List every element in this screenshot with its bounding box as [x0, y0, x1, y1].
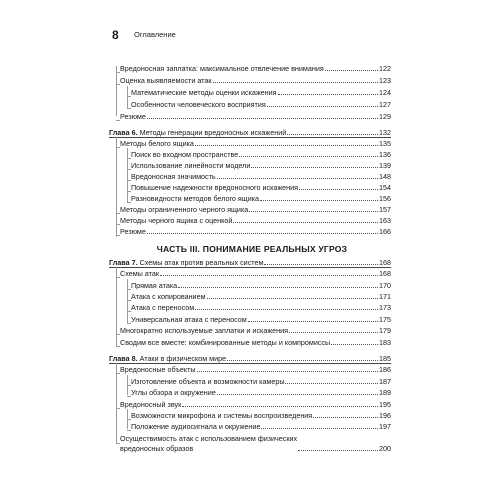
entry-title: Атака с копированием: [131, 292, 206, 301]
guide-line: [127, 108, 131, 109]
guide-line: [127, 86, 128, 108]
toc-entry: [120, 203, 391, 214]
page-ref: 136: [379, 150, 391, 159]
toc-entry: [131, 313, 391, 324]
guide-line: [127, 396, 131, 397]
toc-entry: [120, 62, 391, 73]
page-ref: 173: [379, 303, 391, 312]
entry-title: Использование линейности модели: [131, 161, 251, 170]
entry-title: Схемы атак: [120, 269, 159, 278]
leader-dots: [233, 222, 378, 223]
entry-title: Положение аудиосигнала и окружение: [131, 422, 261, 431]
leader-dots: [213, 82, 378, 83]
page-ref: 196: [379, 411, 391, 420]
guide-line: [127, 385, 131, 386]
entry-title: Повышение надежности вредоносного искажения: [131, 183, 299, 192]
toc-entry: [131, 148, 391, 159]
leader-dots: [264, 264, 378, 265]
page-ref: 183: [379, 338, 391, 347]
guide-line: [127, 148, 128, 202]
guide-line: [116, 267, 117, 347]
guide-line: [116, 120, 120, 121]
guide-line: [116, 373, 120, 374]
leader-dots: [195, 309, 378, 310]
page-ref: 197: [379, 422, 391, 431]
guide-line: [127, 202, 131, 203]
toc-entry: [131, 159, 391, 170]
guide-line: [127, 96, 131, 97]
leader-dots: [325, 70, 378, 71]
page-ref: 154: [379, 183, 391, 192]
page-ref: 148: [379, 172, 391, 181]
leader-dots: [195, 145, 378, 146]
guide-line: [127, 419, 131, 420]
entry-title: Оценка выявляемости атак: [120, 76, 212, 85]
entry-title: Вредоносная заплатка: максимальное отвлечение внимания: [120, 64, 324, 73]
entry-title: Схемы атак против реальных систем: [137, 258, 264, 267]
toc-chapter-entry: [109, 126, 391, 137]
page-ref: 175: [379, 315, 391, 324]
entry-title: Вредоносный звук: [120, 400, 182, 409]
entry-title: Сводим все вместе: комбинированные методы и компромиссы: [120, 338, 331, 347]
page-ref: 124: [379, 88, 391, 97]
toc-chapter-entry: [109, 352, 391, 363]
entry-title: Изготовление объекта и возможности камеры: [131, 377, 285, 386]
leader-dots: [299, 189, 378, 190]
chapter-rule: [109, 137, 391, 138]
guide-line: [116, 137, 117, 237]
running-title: Оглавление: [134, 30, 176, 39]
page-ref: 195: [379, 400, 391, 409]
toc-entry: [131, 86, 391, 97]
page-ref: 179: [379, 326, 391, 335]
entry-title: Поиск во входном пространстве: [131, 150, 239, 159]
toc-entry: [131, 290, 391, 301]
page-ref: 135: [379, 139, 391, 148]
guide-line: [127, 289, 131, 290]
leader-dots: [289, 332, 378, 333]
guide-line: [116, 408, 120, 409]
entry-title: Атака с переносом: [131, 303, 195, 312]
leader-dots: [249, 211, 378, 212]
toc-entry: [120, 74, 391, 85]
entry-title: Возможности микрофона и системы воспроизведения: [131, 411, 313, 420]
leader-dots: [182, 406, 378, 407]
page-ref: 187: [379, 377, 391, 386]
guide-line: [116, 443, 120, 444]
guide-line: [127, 191, 131, 192]
leader-dots: [197, 371, 378, 372]
toc-entry: [120, 336, 391, 347]
leader-dots: [331, 344, 378, 345]
guide-line: [116, 334, 120, 335]
page-ref: 186: [379, 365, 391, 374]
guide-line: [127, 300, 131, 301]
chapter-rule: [109, 363, 391, 364]
entry-title: Универсальная атака с переносом: [131, 315, 247, 324]
leader-dots: [207, 298, 378, 299]
guide-line: [127, 279, 128, 323]
guide-line: [116, 84, 120, 85]
toc-entry: [131, 170, 391, 181]
page-ref: 129: [379, 112, 391, 121]
page-ref: 163: [379, 216, 391, 225]
toc-entry: [131, 409, 391, 420]
leader-dots: [261, 428, 378, 429]
page-ref: 166: [379, 227, 391, 236]
guide-line: [127, 311, 131, 312]
guide-line: [116, 147, 120, 148]
leader-dots: [298, 450, 378, 451]
toc-entry: [120, 137, 391, 148]
entry-title: Математические методы оценки искажения: [131, 88, 277, 97]
toc-entry: [131, 98, 391, 109]
toc-entry: [120, 433, 391, 453]
chapter-label: Глава 7.: [109, 258, 138, 267]
leader-dots: [251, 167, 378, 168]
toc-chapter-entry: [109, 256, 391, 267]
leader-dots: [287, 134, 378, 135]
page-ref: 168: [379, 269, 391, 278]
guide-line: [127, 323, 131, 324]
entry-title: Резюме: [120, 112, 146, 121]
entry-title: Углы обзора и окружение: [131, 388, 216, 397]
entry-title: Атаки в физическом мире: [137, 354, 227, 363]
leader-dots: [267, 106, 378, 107]
entry-title: Особенности человеческого восприятия: [131, 100, 266, 109]
page-ref: 168: [379, 258, 391, 267]
page-ref: 157: [379, 205, 391, 214]
page-number: 8: [112, 28, 119, 42]
entry-title-continued: вредоносных образов: [120, 443, 194, 453]
leader-dots: [160, 275, 378, 276]
leader-dots: [278, 94, 378, 95]
leader-dots: [248, 321, 378, 322]
page-ref: 185: [379, 354, 391, 363]
guide-line: [116, 72, 120, 73]
page-ref: 132: [379, 128, 391, 137]
toc-entry: [120, 110, 391, 121]
entry-title: Методы ограниченного черного ящика: [120, 205, 249, 214]
guide-line: [116, 363, 117, 443]
toc-entry: [120, 225, 391, 236]
leader-dots: [217, 178, 378, 179]
toc-entry: [131, 192, 391, 203]
page-ref: 200: [379, 444, 391, 453]
guide-line: [116, 213, 120, 214]
guide-line: [127, 430, 131, 431]
guide-line: [116, 224, 120, 225]
entry-title: Методы черного ящика с оценкой: [120, 216, 233, 225]
guide-line: [116, 277, 120, 278]
guide-line: [127, 180, 131, 181]
toc-entry: [131, 181, 391, 192]
guide-line: [116, 346, 120, 347]
leader-dots: [217, 394, 378, 395]
guide-line: [127, 169, 131, 170]
leader-dots: [227, 360, 378, 361]
chapter-rule: [109, 267, 391, 268]
toc-entry: [120, 267, 391, 278]
page-ref: 122: [379, 64, 391, 73]
toc-entry: [131, 420, 391, 431]
entry-title: Осуществимость атак с использованием физических: [120, 434, 298, 443]
toc-entry: [131, 375, 391, 386]
toc-entry: [120, 398, 391, 409]
toc-entry: [120, 363, 391, 374]
leader-dots: [260, 200, 378, 201]
entry-title: Вредоносная значимость: [131, 172, 216, 181]
entry-title: Методы генерации вредоносных искажений: [137, 128, 287, 137]
entry-title: Методы белого ящика: [120, 139, 194, 148]
entry-title: Разновидности методов белого ящика: [131, 194, 260, 203]
leader-dots: [313, 417, 378, 418]
leader-dots: [147, 233, 378, 234]
entry-title: Вредоносные объекты: [120, 365, 196, 374]
entry-title: Прямая атака: [131, 281, 178, 290]
leader-dots: [147, 118, 378, 119]
toc-entry: [131, 279, 391, 290]
entry-title: Резюме: [120, 227, 146, 236]
page-ref: 123: [379, 76, 391, 85]
chapter-label: Глава 6.: [109, 128, 138, 137]
page-ref: 156: [379, 194, 391, 203]
guide-line: [116, 235, 120, 236]
guide-line: [127, 158, 131, 159]
leader-dots: [178, 287, 378, 288]
leader-dots: [285, 383, 378, 384]
toc-entry: [131, 386, 391, 397]
chapter-label: Глава 8.: [109, 354, 138, 363]
guide-line: [116, 66, 117, 116]
toc-entry: [120, 214, 391, 225]
leader-dots: [239, 156, 378, 157]
page-ref: 139: [379, 161, 391, 170]
entry-title: Многократно используемые заплатки и искажения: [120, 326, 289, 335]
toc-entry: [131, 301, 391, 312]
page-ref: 189: [379, 388, 391, 397]
page-ref: 127: [379, 100, 391, 109]
page-ref: 170: [379, 281, 391, 290]
part-heading: ЧАСТЬ III. ПОНИМАНИЕ РЕАЛЬНЫХ УГРОЗ: [156, 244, 348, 254]
page-ref: 171: [379, 292, 391, 301]
toc-entry: [120, 324, 391, 335]
